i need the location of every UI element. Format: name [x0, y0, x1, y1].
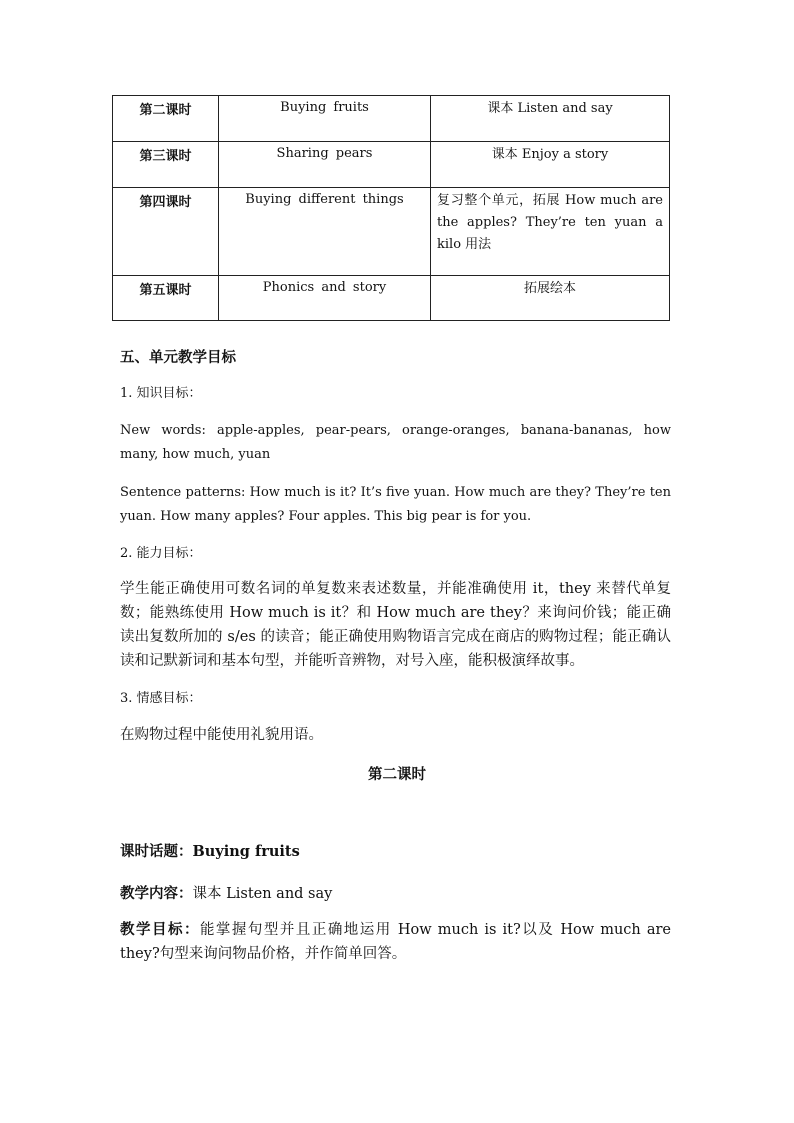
table-row: [113, 96, 670, 142]
topic-cell: Buying fruits: [219, 96, 431, 142]
period-cell: 第二课时: [113, 96, 219, 142]
content-cell: 课本 Enjoy a story: [431, 142, 670, 188]
lesson-topic: [120, 840, 671, 864]
new-words-text: New words: apple-apples, pear-pears, orange-oranges, banana-bananas, how many, how much, yuan: [120, 423, 671, 462]
content-value: 课本 Listen and say: [192, 886, 333, 902]
table-row: [113, 142, 670, 188]
ability-goal-text: 学生能正确使用可数名词的单复数来表述数量，并能准确使用 it，they 来替代单复数；能熟练使用 How much is it？和 How much are they？来询问价钱；能正确读出复数所加的 s/es 的读音；能正确使用购物语言完成在商店的购物过程；能正确认读和记默新词和基本句型，并能听音辨物，对号入座，能积极演绎故事。: [120, 581, 671, 669]
period-cell: 第三课时: [113, 142, 219, 188]
knowledge-goal-label: 1. 知识目标：: [120, 386, 202, 401]
content-cell: 拓展绘本: [431, 276, 670, 321]
goal-label: 教学目标：: [120, 921, 200, 938]
table-row: [113, 188, 670, 276]
sentence-patterns-text: Sentence patterns: How much is it? It’s five yuan. How much are they? They’re ten yuan. How many apples? Four apples. This big pear is for you.: [120, 485, 671, 524]
lesson-schedule-table: [112, 95, 670, 321]
lesson-goal: [120, 918, 671, 966]
period-cell: 第四课时: [113, 188, 219, 276]
section-heading: 五、单元教学目标: [120, 349, 236, 366]
content-cell: 复习整个单元，拓展 How much are the apples? They’re ten yuan a kilo 用法: [431, 188, 670, 276]
topic-cell: Phonics and story: [219, 276, 431, 321]
topic-label: 课时话题：: [120, 843, 193, 860]
topic-cell: Sharing pears: [219, 142, 431, 188]
goal-value: 能掌握句型并且正确地运用 How much is it?以及 How much are they?句型来询问物品价格，并作简单回答。: [120, 922, 672, 962]
content-label: 教学内容：: [120, 885, 193, 902]
emotion-goal-label: 3. 情感目标：: [120, 691, 202, 706]
table-row: [113, 276, 670, 321]
emotion-goal-text: 在购物过程中能使用礼貌用语。: [120, 727, 323, 743]
ability-goal-label: 2. 能力目标：: [120, 546, 202, 561]
lesson-content: [120, 882, 671, 906]
topic-value: Buying fruits: [192, 843, 300, 860]
content-cell: 课本 Listen and say: [431, 96, 670, 142]
period-cell: 第五课时: [113, 276, 219, 321]
lesson-title: 第二课时: [368, 766, 426, 783]
topic-cell: Buying different things: [219, 188, 431, 276]
